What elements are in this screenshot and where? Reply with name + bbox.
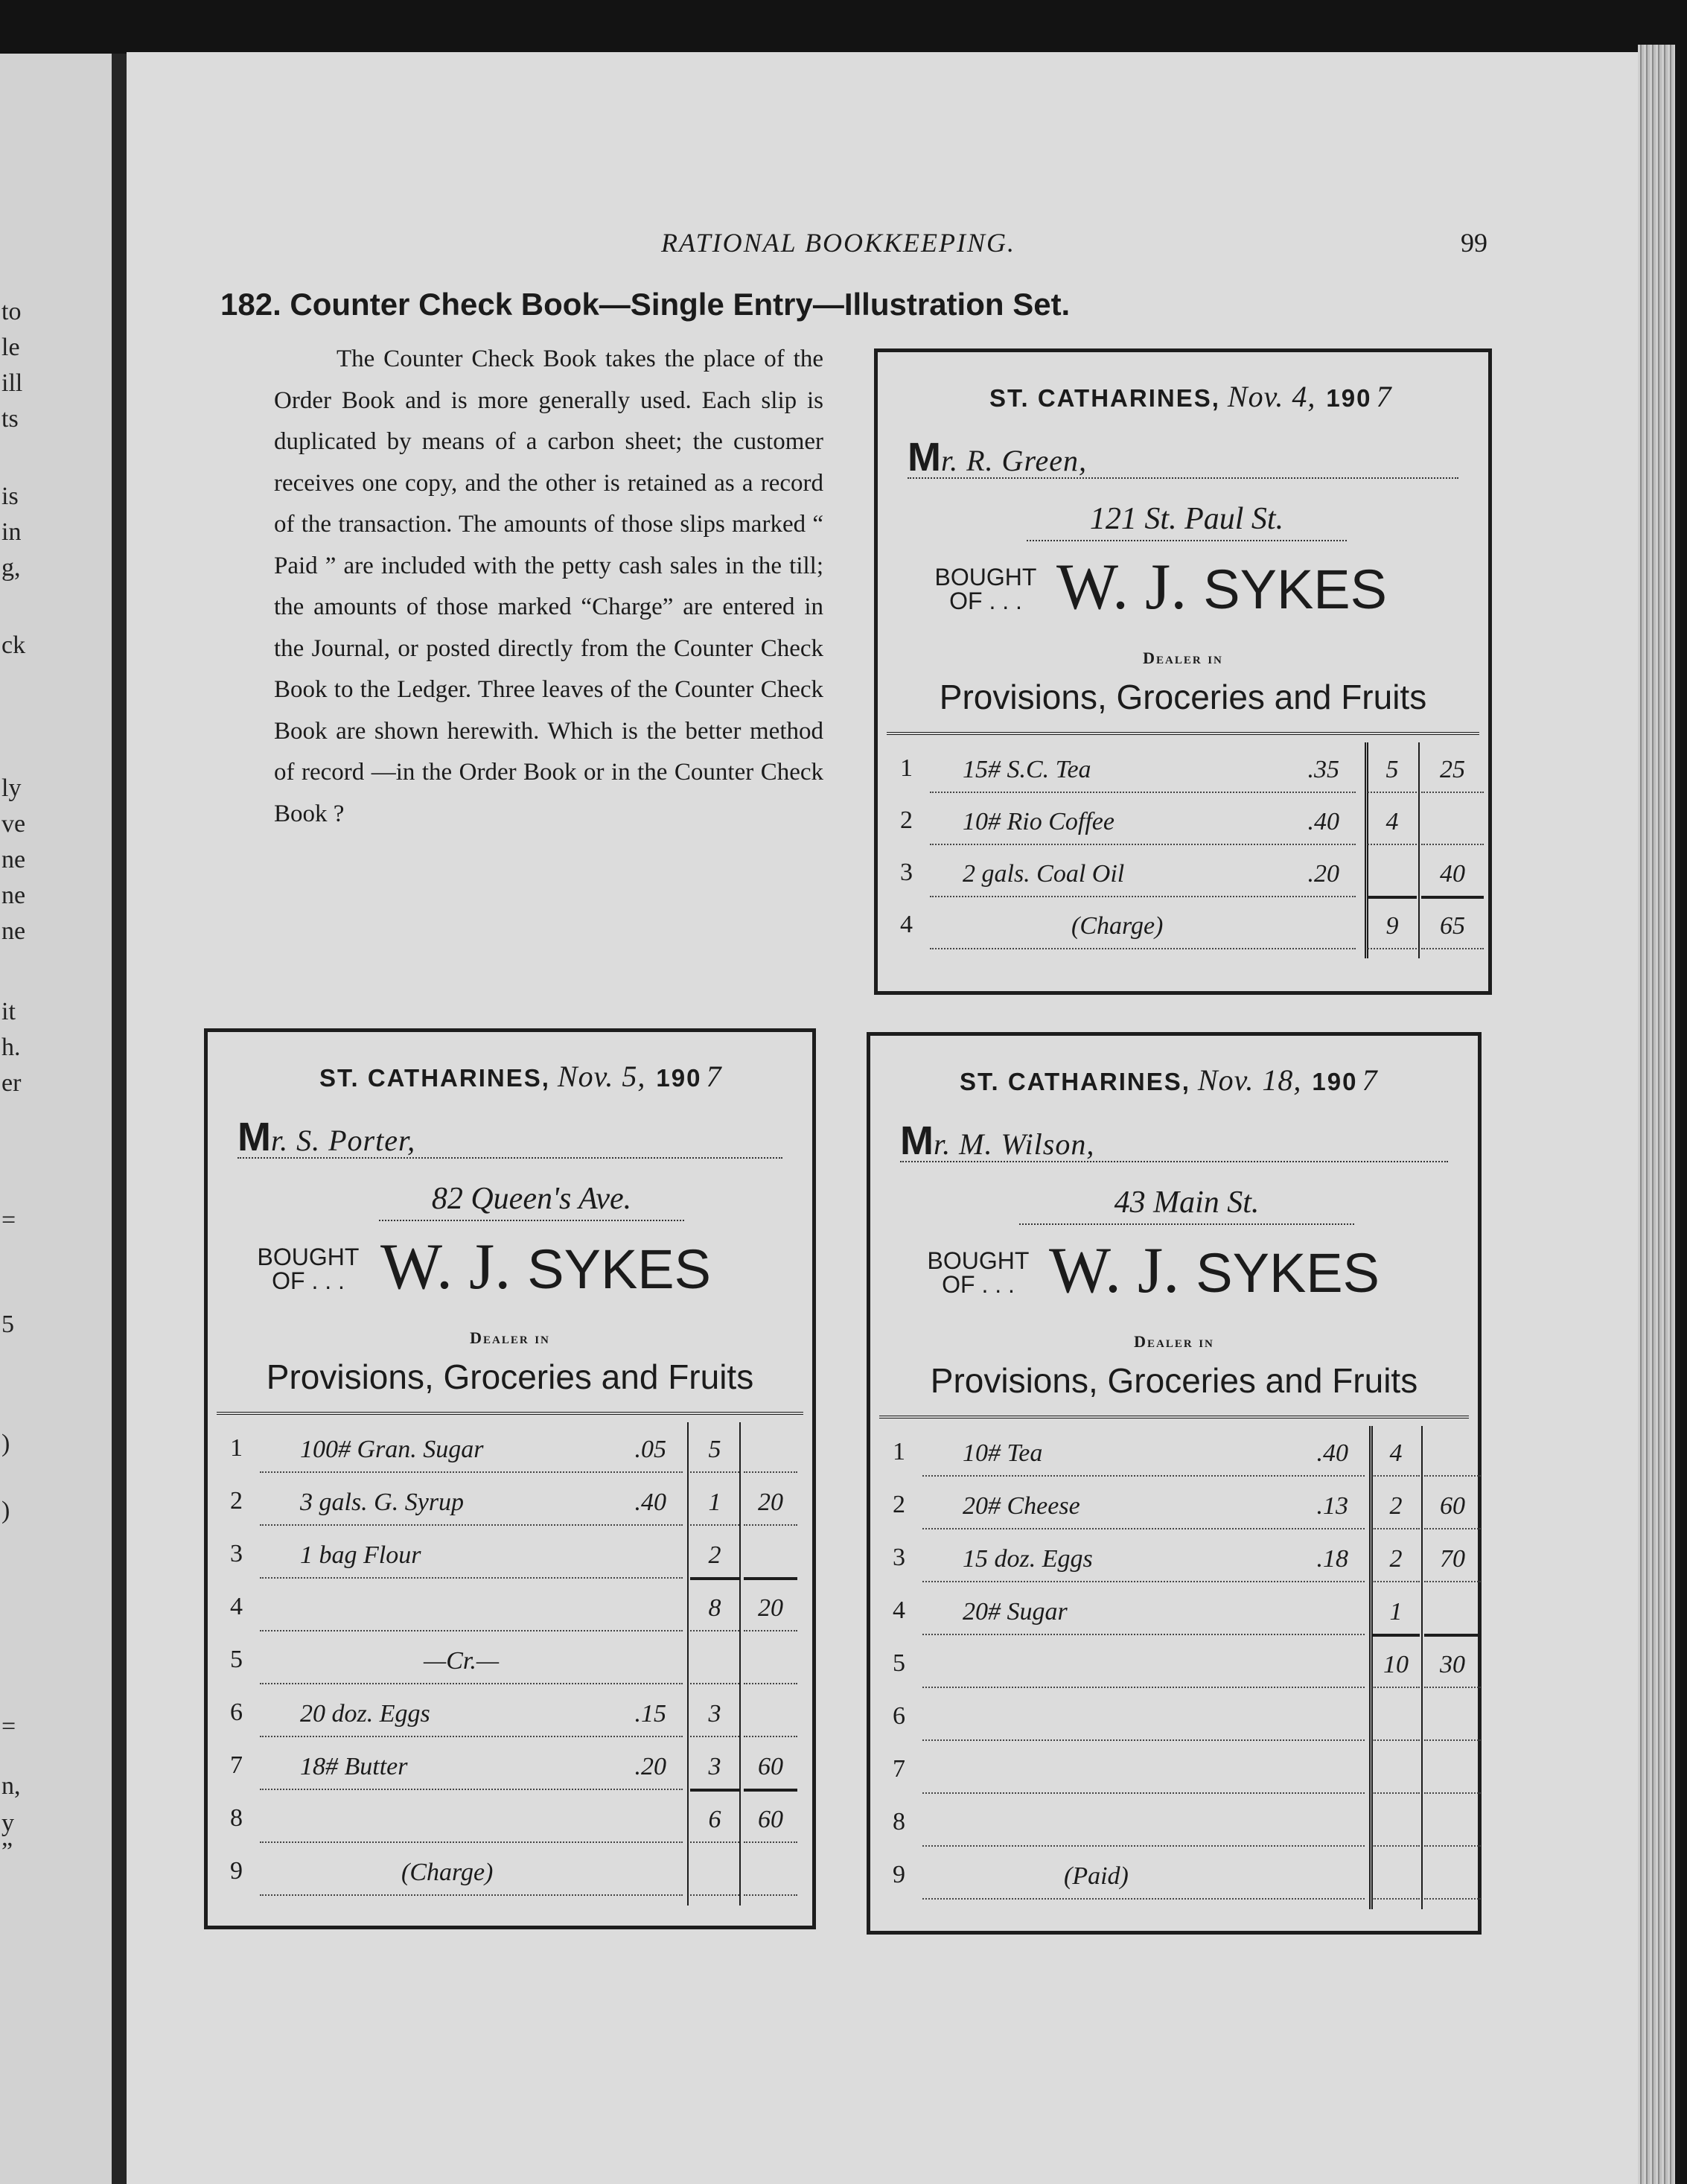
customer-name: r. M. Wilson, (933, 1127, 1095, 1161)
unit-price: .13 (1316, 1492, 1348, 1520)
line-description (930, 860, 1356, 897)
slip-date: Nov. 4, (1227, 380, 1316, 413)
year-prefix: 190 (656, 1064, 702, 1092)
section-title: 182. Counter Check Book—Single Entry—Illustration Set. (220, 287, 1071, 322)
slip-date-line (989, 379, 1392, 414)
slip-line (888, 795, 1478, 847)
line-number: 7 (230, 1751, 243, 1779)
line-description (260, 1859, 683, 1896)
item-text: (Charge) (401, 1859, 494, 1886)
unit-price: .05 (634, 1436, 666, 1463)
seller-name (380, 1229, 711, 1305)
line-number: 4 (900, 911, 913, 938)
left-page-fragment-word: ne (1, 846, 26, 873)
line-number: 8 (893, 1808, 905, 1836)
left-page-fragment-word: er (1, 1069, 22, 1097)
slip-date-line (319, 1059, 722, 1094)
line-description (260, 1647, 683, 1684)
line-description (260, 1700, 683, 1737)
slip-line (881, 1637, 1467, 1690)
slip-date-line (960, 1063, 1378, 1098)
slip-line (881, 1743, 1467, 1795)
left-page-fragment-word: = (1, 1713, 16, 1740)
amount-cents: 20 (744, 1489, 797, 1526)
item-text: 15# S.C. Tea (963, 756, 1091, 783)
left-page-fragment-word: ne (1, 917, 26, 945)
slip-lines (218, 1422, 802, 1906)
seller-surname: SYKES (527, 1238, 712, 1300)
left-page-fragment-word: ck (1, 631, 26, 659)
amount-cents (1424, 1757, 1481, 1794)
amount-cents (1424, 1704, 1481, 1741)
year-digit: 7 (1362, 1063, 1379, 1097)
slip-lines (888, 742, 1478, 958)
slip-line (218, 1634, 802, 1686)
item-text: 10# Tea (963, 1439, 1043, 1467)
amount-dollars: 4 (1368, 808, 1417, 845)
left-page-fragment-word: h. (1, 1034, 21, 1061)
amount-dollars: 1 (690, 1489, 739, 1526)
slip-line (881, 1796, 1467, 1848)
mr-prefix: M (908, 435, 941, 480)
left-page-fragment-word: ” (1, 1838, 13, 1865)
amount-dollars: 2 (1372, 1545, 1420, 1582)
dealer-in-label: Dealer in (470, 1328, 550, 1347)
slip-line (218, 1422, 802, 1474)
amount-cents (1424, 1809, 1481, 1847)
amount-dollars: 8 (690, 1594, 739, 1631)
line-number: 9 (230, 1857, 243, 1885)
left-page-fragment-word: y (1, 1809, 14, 1837)
amount-cents: 60 (1424, 1492, 1481, 1529)
line-number: 3 (893, 1544, 905, 1571)
slip-line (881, 1690, 1467, 1742)
line-number: 6 (230, 1699, 243, 1726)
line-description (922, 1492, 1365, 1529)
mr-prefix: M (900, 1118, 934, 1163)
left-page-fragment-word: ) (1, 1497, 10, 1524)
line-number: 2 (900, 806, 913, 834)
slip-line (218, 1687, 802, 1739)
line-description (922, 1704, 1365, 1741)
header-rule (217, 1412, 803, 1415)
bought-of-label: BOUGHT OF . . . (257, 1244, 360, 1294)
intro-paragraph (274, 339, 823, 835)
line-number: 3 (900, 859, 913, 886)
amount-cents: 60 (744, 1753, 797, 1792)
amount-dollars (690, 1647, 739, 1684)
left-page-fragment-word: ill (1, 369, 23, 397)
slip-line (218, 1845, 802, 1897)
amount-cents: 30 (1424, 1651, 1481, 1688)
header-rule (887, 732, 1479, 735)
line-number: 1 (893, 1438, 905, 1465)
year-prefix: 190 (1312, 1068, 1358, 1095)
slip-lines (881, 1426, 1467, 1909)
customer-address: 121 St. Paul St. (1027, 501, 1347, 541)
unit-price: .40 (1316, 1439, 1348, 1467)
left-page-fragment-word: n, (1, 1772, 21, 1800)
item-text: 20# Sugar (963, 1598, 1068, 1626)
line-description (922, 1757, 1365, 1794)
line-number: 4 (230, 1593, 243, 1620)
line-description (922, 1862, 1365, 1900)
amount-cents (744, 1541, 797, 1580)
check-slip-porter (204, 1028, 816, 1929)
item-text: 20# Cheese (963, 1492, 1080, 1520)
line-number: 7 (893, 1755, 905, 1783)
line-number: 5 (893, 1649, 905, 1677)
left-page-fragment-word: ve (1, 810, 26, 838)
check-slip-green (874, 348, 1492, 995)
goods-line: Provisions, Groceries and Fruits (939, 678, 1427, 716)
line-description (260, 1541, 683, 1579)
goods-line: Provisions, Groceries and Fruits (266, 1357, 754, 1396)
page-number: 99 (1461, 228, 1487, 258)
amount-cents (744, 1436, 797, 1473)
amount-cents: 40 (1421, 860, 1484, 899)
line-description (922, 1439, 1365, 1477)
line-number: 2 (230, 1487, 243, 1515)
slip-line (218, 1528, 802, 1580)
line-description (930, 912, 1356, 949)
item-text: 1 bag Flour (300, 1541, 421, 1569)
unit-price: .40 (1307, 808, 1339, 835)
line-description (260, 1489, 683, 1526)
left-page-fragment-word: ne (1, 882, 26, 909)
item-text: (Charge) (1071, 912, 1164, 940)
left-page-fragment-word: = (1, 1206, 16, 1234)
line-description (930, 756, 1356, 793)
slip-line (888, 899, 1478, 951)
amount-cents: 25 (1421, 756, 1484, 793)
mr-prefix: M (237, 1115, 271, 1159)
amount-dollars: 1 (1372, 1598, 1420, 1637)
customer-line (237, 1114, 782, 1159)
amount-dollars (1372, 1704, 1420, 1741)
seller-name (1049, 1233, 1380, 1308)
city-name: ST. CATHARINES, (960, 1068, 1190, 1095)
year-prefix: 190 (1326, 384, 1372, 412)
seller-surname: SYKES (1196, 1242, 1380, 1304)
goods-line: Provisions, Groceries and Fruits (930, 1361, 1418, 1400)
dealer-in-label: Dealer in (1143, 649, 1223, 667)
seller-name (1056, 550, 1387, 625)
check-slip-wilson (867, 1032, 1482, 1935)
amount-dollars: 10 (1372, 1651, 1420, 1688)
left-page-fragment-word: g, (1, 554, 21, 582)
seller-initials: W. J. (380, 1231, 511, 1303)
amount-dollars (690, 1859, 739, 1896)
line-description (260, 1436, 683, 1473)
amount-dollars: 3 (690, 1700, 739, 1737)
line-number: 4 (893, 1596, 905, 1624)
bought-of-label: BOUGHT OF . . . (927, 1247, 1030, 1298)
left-page-fragment-word: le (1, 334, 20, 361)
amount-cents: 20 (744, 1594, 797, 1631)
seller-surname: SYKES (1203, 558, 1388, 620)
customer-name: r. S. Porter, (270, 1124, 416, 1157)
unit-price: .15 (634, 1700, 666, 1728)
left-page-fragment-word: ts (1, 405, 19, 433)
amount-cents: 70 (1424, 1545, 1481, 1582)
left-page-fragment-word: 5 (1, 1311, 14, 1338)
left-page-fragment-word: is (1, 483, 19, 510)
item-text: 15 doz. Eggs (963, 1545, 1093, 1573)
amount-cents (1424, 1439, 1481, 1477)
city-name: ST. CATHARINES, (989, 384, 1220, 412)
amount-dollars: 3 (690, 1753, 739, 1792)
unit-price: .40 (634, 1489, 666, 1516)
amount-cents (1421, 808, 1484, 845)
line-description (922, 1545, 1365, 1582)
book-gutter (112, 54, 127, 2184)
line-number: 8 (230, 1804, 243, 1832)
slip-line (218, 1475, 802, 1527)
line-number: 5 (230, 1646, 243, 1673)
slip-line (881, 1479, 1467, 1531)
line-description (930, 808, 1356, 845)
line-description (922, 1598, 1365, 1635)
customer-address: 82 Queen's Ave. (379, 1181, 684, 1221)
seller-initials: W. J. (1056, 551, 1187, 623)
left-page-fragment-word: ly (1, 774, 22, 802)
seller-initials: W. J. (1049, 1235, 1180, 1307)
unit-price: .18 (1316, 1545, 1348, 1573)
amount-cents (744, 1647, 797, 1684)
amount-cents: 60 (744, 1806, 797, 1843)
slip-line (881, 1532, 1467, 1584)
amount-cents (744, 1859, 797, 1896)
amount-dollars (1372, 1809, 1420, 1847)
amount-dollars: 2 (1372, 1492, 1420, 1529)
unit-price: .35 (1307, 756, 1339, 783)
left-page-fragment-word: it (1, 998, 16, 1025)
left-page-fragment-word: to (1, 298, 22, 325)
slip-line (881, 1585, 1467, 1637)
item-text: 20 doz. Eggs (300, 1700, 430, 1728)
amount-dollars (1372, 1757, 1420, 1794)
amount-dollars: 5 (1368, 756, 1417, 793)
line-description (260, 1594, 683, 1631)
line-number: 2 (893, 1491, 905, 1518)
amount-dollars (1372, 1862, 1420, 1900)
slip-line (881, 1426, 1467, 1478)
unit-price: .20 (1307, 860, 1339, 888)
item-text: 100# Gran. Sugar (300, 1436, 484, 1463)
line-number: 1 (900, 754, 913, 782)
amount-cents: 65 (1421, 912, 1484, 949)
customer-name: r. R. Green, (940, 444, 1088, 477)
item-text: —Cr.— (424, 1647, 500, 1675)
amount-dollars: 5 (690, 1436, 739, 1473)
line-description (260, 1806, 683, 1843)
slip-line (218, 1581, 802, 1633)
amount-cents (744, 1700, 797, 1737)
running-title: RATIONAL BOOKKEEPING. (661, 228, 1016, 258)
customer-line (900, 1118, 1448, 1162)
left-page-fragment-word: ) (1, 1430, 10, 1457)
amount-dollars: 4 (1372, 1439, 1420, 1477)
dealer-in-label: Dealer in (1134, 1332, 1214, 1351)
amount-dollars: 9 (1368, 912, 1417, 949)
left-page-fragment-word: in (1, 518, 22, 546)
line-number: 9 (893, 1861, 905, 1888)
amount-cents (1424, 1862, 1481, 1900)
amount-dollars (1368, 860, 1417, 899)
city-name: ST. CATHARINES, (319, 1064, 550, 1092)
header-rule (879, 1416, 1469, 1419)
item-text: 10# Rio Coffee (963, 808, 1114, 835)
year-digit: 7 (1376, 380, 1393, 413)
line-description (922, 1809, 1365, 1847)
customer-line (908, 434, 1458, 479)
bought-of-label: BOUGHT OF . . . (934, 564, 1037, 614)
slip-date: Nov. 5, (557, 1060, 646, 1093)
slip-line (218, 1792, 802, 1844)
intro-text: The Counter Check Book takes the place of the Order Book and is more generally used. Each slip is duplicated by means of a carbon sheet; the customer receives one copy, and the other is retained as a record of the transaction. The amounts of those slips marked “ Paid ” are included with the petty cash sales in the till; the amounts of those marked “Charge” are entered in the Journal, or posted directly from the Counter Check Book to the Ledger. Three leaves of the Counter Check Book are shown herewith. Which is the better method of record —in the Order Book or in the Counter Check Book ? (274, 346, 823, 827)
line-number: 6 (893, 1702, 905, 1730)
item-text: (Paid) (1064, 1862, 1129, 1890)
item-text: 2 gals. Coal Oil (963, 860, 1125, 888)
slip-line (218, 1739, 802, 1792)
unit-price: .20 (634, 1753, 666, 1780)
amount-cents (1424, 1598, 1481, 1637)
slip-date: Nov. 18, (1197, 1063, 1302, 1097)
item-text: 18# Butter (300, 1753, 408, 1780)
line-description (260, 1753, 683, 1790)
line-description (922, 1651, 1365, 1688)
customer-address: 43 Main St. (1019, 1185, 1354, 1225)
item-text: 3 gals. G. Syrup (300, 1489, 465, 1516)
slip-line (888, 847, 1478, 899)
slip-line (888, 742, 1478, 795)
amount-dollars: 2 (690, 1541, 739, 1580)
amount-dollars: 6 (690, 1806, 739, 1843)
line-number: 1 (230, 1434, 243, 1462)
page-edge (1638, 45, 1675, 2184)
line-number: 3 (230, 1540, 243, 1567)
year-digit: 7 (706, 1060, 723, 1093)
slip-line (881, 1849, 1467, 1901)
